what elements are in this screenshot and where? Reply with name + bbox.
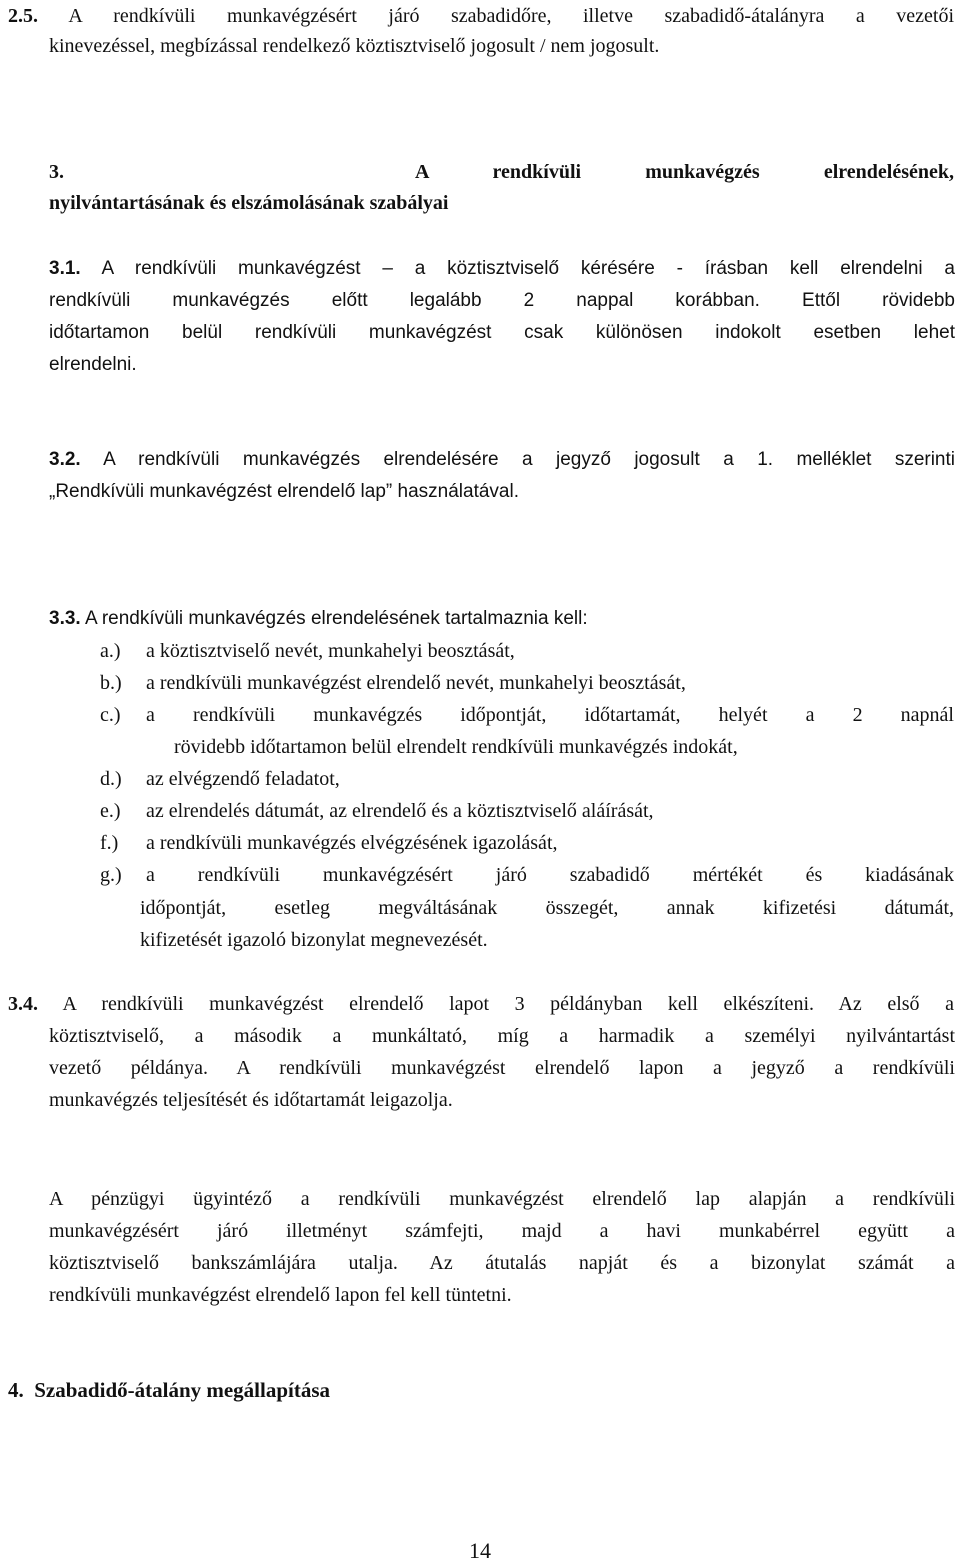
list-item-a-text: a köztisztviselő nevét, munkahelyi beosztását, — [146, 640, 515, 662]
sec-3-2-line-1 — [49, 448, 955, 472]
sec-3-4-line-2: köztisztviselő, a második a munkáltató, míg a harmadik a személyi nyilvántartást — [49, 1025, 955, 1047]
sec-3-title-line-1: A rendkívüli munkavégzés elrendelésének, — [415, 161, 954, 183]
penzugyi-line-3: köztisztviselő bankszámlájára utalja. Az átutalás napját és a bizonylat számát a — [49, 1252, 955, 1274]
list-item-d-letter: d.) — [100, 768, 122, 790]
sec-3-1-line-4: elrendelni. — [49, 354, 137, 375]
sec-3-number: 3. — [49, 161, 64, 183]
list-item-c-text-1: a rendkívüli munkavégzés időpontját, időtartamát, helyét a 2 napnál — [146, 704, 954, 726]
list-item-f-text: a rendkívüli munkavégzés elvégzésének igazolását, — [146, 832, 558, 854]
list-item-c-text-2: rövidebb időtartamon belül elrendelt rendkívüli munkavégzés indokát, — [174, 736, 738, 758]
sec-4-number: 4. — [8, 1378, 24, 1402]
sec-3-1-number: 3.1. — [49, 258, 81, 279]
list-item-d-text: az elvégzendő feladatot, — [146, 768, 340, 790]
list-item-b-letter: b.) — [100, 672, 122, 694]
sec-3-2-number: 3.2. — [49, 449, 81, 470]
sec-2-5-text-1: A rendkívüli munkavégzésért járó szabadidőre, illetve szabadidő-átalányra a vezetői — [68, 5, 954, 27]
list-item-a-letter: a.) — [100, 640, 121, 662]
list-item-e-text: az elrendelés dátumát, az elrendelő és a köztisztviselő aláírását, — [146, 800, 654, 822]
list-item-e-letter: e.) — [100, 800, 121, 822]
list-item-b-text: a rendkívüli munkavégzést elrendelő nevét, munkahelyi beosztását, — [146, 672, 686, 694]
sec-3-2-line-2: „Rendkívüli munkavégzést elrendelő lap” használatával. — [49, 481, 519, 502]
sec-4-heading — [8, 1378, 330, 1402]
sec-3-1-text-1: A rendkívüli munkavégzést – a köztisztviselő kérésére - írásban kell elrendelni a — [101, 258, 955, 279]
sec-3-3-intro — [49, 607, 588, 631]
sec-3-4-text-1: A rendkívüli munkavégzést elrendelő lapot 3 példányban kell elkészíteni. Az első a — [62, 993, 954, 1015]
sec-3-4-line-4: munkavégzés teljesítését és időtartamát leigazolja. — [49, 1089, 453, 1111]
penzugyi-line-2: munkavégzésért járó illetményt számfejti, majd a havi munkabérrel együtt a — [49, 1220, 955, 1242]
sec-3-1-line-3: időtartamon belül rendkívüli munkavégzést csak különösen indokolt esetben lehet — [49, 322, 955, 343]
list-item-f-letter: f.) — [100, 832, 119, 854]
sec-4-title: Szabadidő-átalány megállapítása — [34, 1378, 331, 1402]
penzugyi-line-1: A pénzügyi ügyintéző a rendkívüli munkavégzést elrendelő lap alapján a rendkívüli — [49, 1188, 955, 1210]
sec-3-1-line-2: rendkívüli munkavégzés előtt legalább 2 nappal korábban. Ettől rövidebb — [49, 290, 955, 311]
sec-3-4-line-1 — [8, 992, 954, 1016]
sec-3-1-line-1 — [49, 257, 955, 281]
list-item-g-text-2: időpontját, esetleg megváltásának összegét, annak kifizetési dátumát, — [140, 897, 954, 919]
sec-3-3-number: 3.3. — [49, 608, 81, 629]
sec-3-4-number: 3.4. — [8, 993, 38, 1015]
list-item-g-letter: g.) — [100, 864, 122, 886]
list-item-g-text-3: kifizetését igazoló bizonylat megnevezését. — [140, 929, 488, 951]
page-number: 14 — [469, 1538, 491, 1563]
sec-3-title-line-2: nyilvántartásának és elszámolásának szabályai — [49, 192, 449, 214]
penzugyi-line-4: rendkívüli munkavégzést elrendelő lapon fel kell tüntetni. — [49, 1284, 512, 1306]
sec-2-5-number: 2.5. — [8, 5, 38, 27]
list-item-g-text-1: a rendkívüli munkavégzésért járó szabadidő mértékét és kiadásának — [146, 864, 954, 886]
sec-3-3-intro-text: A rendkívüli munkavégzés elrendelésének tartalmaznia kell: — [84, 608, 588, 629]
sec-2-5-line-2: kinevezéssel, megbízással rendelkező köztisztviselő jogosult / nem jogosult. — [49, 35, 660, 57]
sec-3-2-text-1: A rendkívüli munkavégzés elrendelésére a jegyző jogosult a 1. melléklet szerinti — [103, 449, 956, 470]
list-item-c-letter: c.) — [100, 704, 121, 726]
sec-3-4-line-3: vezető példánya. A rendkívüli munkavégzést elrendelő lapon a jegyző a rendkívüli — [49, 1057, 955, 1079]
sec-2-5-line-1 — [8, 4, 954, 28]
